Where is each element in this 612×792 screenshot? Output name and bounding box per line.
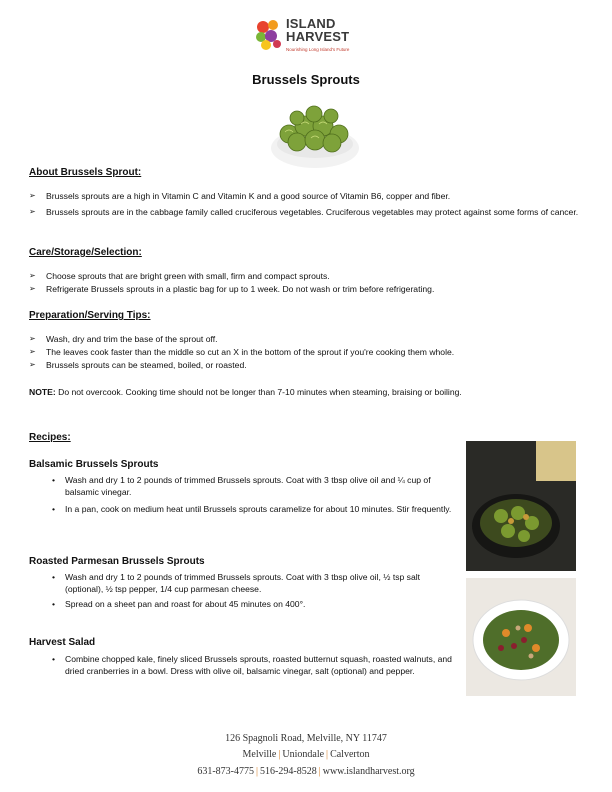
harvest-salad-photo [466, 578, 576, 696]
recipe-title: Roasted Parmesan Brussels Sprouts [29, 556, 205, 567]
bullet-dot-icon: • [52, 599, 56, 609]
preparation-bullet: ➢ Wash, dry and trim the base of the sprout off. [29, 334, 218, 344]
recipes-heading: Recipes: [29, 432, 71, 443]
care-bullet: ➢ Refrigerate Brussels sprouts in a plastic bag for up to 1 week. Do not wash or trim before refrigerating. [29, 284, 435, 294]
location-uniondale: Uniondale [282, 749, 325, 760]
about-heading: About Brussels Sprout: [29, 167, 142, 178]
brussels-sprouts-bowl-image [269, 96, 362, 172]
location-melville: Melville [242, 749, 277, 760]
preparation-bullet: ➢ Brussels sprouts can be steamed, boiled, or roasted. [29, 360, 247, 370]
bullet-dot-icon: • [52, 654, 56, 664]
preparation-bullet: ➢ The leaves cook faster than the middle so cut an X in the bottom of the sprout if you're cooking them whole. [29, 347, 455, 357]
logo-tagline: Nourishing Long Island's Future [286, 47, 350, 52]
bullet-dot-icon: • [52, 475, 56, 485]
logo-line1: ISLAND [286, 16, 336, 31]
footer-address: 126 Spagnoli Road, Melville, NY 11747 [225, 733, 387, 744]
recipe-step: • Combine chopped kale, finely sliced Brussels sprouts, roasted butternut squash, roasted walnuts, and dried cranberries in a bowl. Dress with olive oil, balsamic vinegar, salt (optional) and pepper. [52, 654, 452, 676]
arrow-bullet-icon: ➢ [29, 334, 36, 343]
note-text: Do not overcook. Cooking time should not be longer than 7-10 minutes when steaming, braising or boiling. [55, 387, 462, 397]
note-label: NOTE: [29, 387, 56, 397]
care-bullet: ➢ Choose sprouts that are bright green with small, firm and compact sprouts. [29, 271, 330, 281]
divider: | [326, 749, 329, 760]
island-harvest-logo [254, 17, 364, 59]
preparation-heading: Preparation/Serving Tips: [29, 310, 151, 321]
recipe-title: Balsamic Brussels Sprouts [29, 459, 159, 470]
arrow-bullet-icon: ➢ [29, 284, 36, 293]
recipe-title: Harvest Salad [29, 637, 96, 648]
bullet-dot-icon: • [52, 572, 56, 582]
footer-locations [0, 749, 612, 760]
footer-contact [0, 766, 612, 777]
recipe-step: • Spread on a sheet pan and roast for about 45 minutes on 400°. [52, 599, 306, 609]
arrow-bullet-icon: ➢ [29, 191, 36, 200]
divider: | [256, 766, 259, 777]
produce-icon [254, 17, 284, 51]
about-bullet: ➢ Brussels sprouts are a high in Vitamin C and Vitamin K and a good source of Vitamin B6, copper and fiber. [29, 191, 451, 201]
care-heading: Care/Storage/Selection: [29, 247, 142, 258]
cooking-note [29, 387, 589, 397]
about-bullet: ➢ Brussels sprouts are in the cabbage family called cruciferous vegetables. Cruciferous vegetables may protect against some forms of cancer. [29, 207, 579, 217]
skillet-sprouts-photo [466, 441, 576, 571]
arrow-bullet-icon: ➢ [29, 360, 36, 369]
logo-line2: HARVEST [286, 29, 350, 44]
bullet-dot-icon: • [52, 504, 56, 514]
website-link[interactable]: www.islandharvest.org [322, 766, 415, 777]
arrow-bullet-icon: ➢ [29, 207, 36, 216]
arrow-bullet-icon: ➢ [29, 347, 36, 356]
recipe-step: • Wash and dry 1 to 2 pounds of trimmed Brussels sprouts. Coat with 3 tbsp olive oil, ½ tsp salt (optional), ½ tsp pepper, 1/4 cup parmesan cheese. [52, 572, 421, 594]
phone-number: 631-873-4775 [197, 766, 255, 777]
divider: | [278, 749, 281, 760]
recipe-step: • Wash and dry 1 to 2 pounds of trimmed Brussels sprouts. Coat with 3 tbsp olive oil and ¼ cup of balsamic vinegar. [52, 475, 431, 497]
divider: | [318, 766, 321, 777]
location-calverton: Calverton [330, 749, 370, 760]
recipe-step: • In a pan, cook on medium heat until Brussels sprouts caramelize for about 10 minutes. Stir frequently. [52, 504, 452, 514]
phone-number: 516-294-8528 [260, 766, 317, 777]
arrow-bullet-icon: ➢ [29, 271, 36, 280]
page-title: Brussels Sprouts [252, 72, 360, 87]
